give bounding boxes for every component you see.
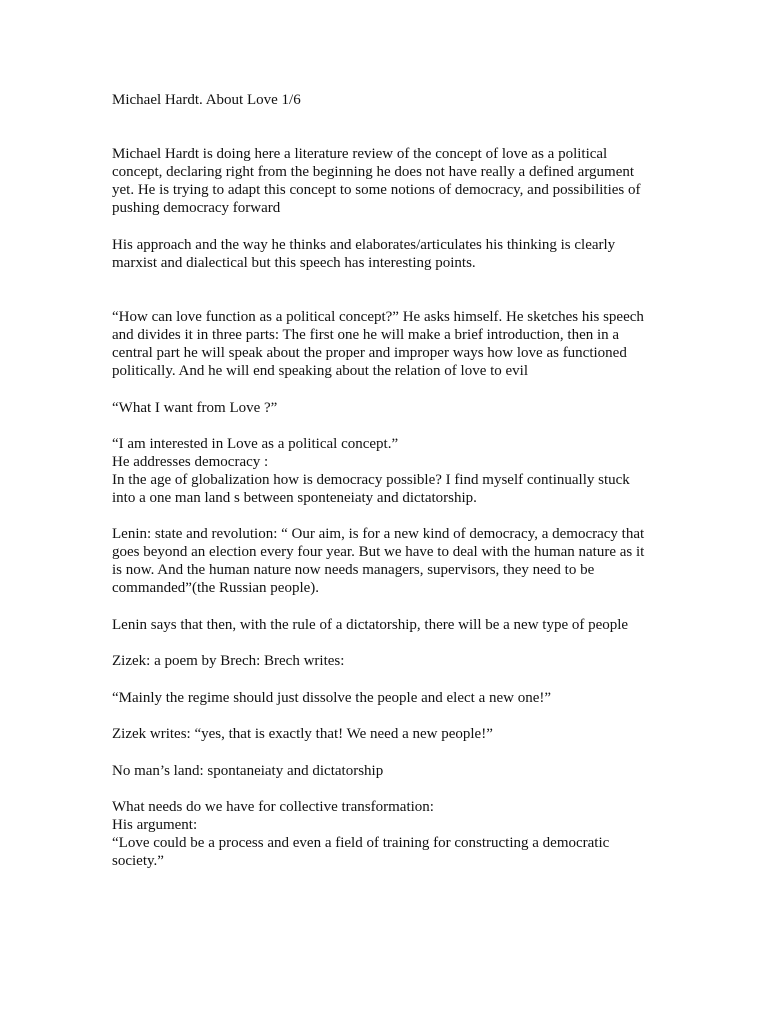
- paragraph-democracy: “I am interested in Love as a political concept.” He addresses democracy : In the age of globalization how is democracy possible? I find myself continually stuck into a one man land s between sponteneiaty and dictatorship.: [112, 436, 630, 506]
- paragraph-political-concept-question: “How can love function as a political concept?” He asks himself. He sketches his speech and divides it in three parts: The first one he will make a brief introduction, then in a central part he will speak about the proper and improper ways how love as functioned politically. And he will end speaking about the relation of love to evil: [112, 309, 644, 379]
- paragraph-collective-transformation: What needs do we have for collective transformation: His argument: “Love could be a process and even a field of training for constructing a democratic society.”: [112, 799, 610, 869]
- paragraph-lenin-quote: Lenin: state and revolution: “ Our aim, is for a new kind of democracy, a democracy that goes beyond an election every four year. But we have to deal with the human nature as it is now. And the human nature now needs managers, supervisors, they need to be commanded”(the Russian people).: [112, 526, 645, 596]
- paragraph-literature-review: Michael Hardt is doing here a literature review of the concept of love as a political concept, declaring right from the beginning he does not have really a defined argument yet. He is trying to adapt this concept to some notions of democracy, and possibilities of pushing democracy forward: [112, 146, 641, 216]
- paragraph-no-mans-land: No man’s land: spontaneiaty and dictatorship: [112, 763, 384, 779]
- document-title: Michael Hardt. About Love 1/6: [112, 92, 301, 108]
- paragraph-brech-quote: “Mainly the regime should just dissolve the people and elect a new one!”: [112, 690, 552, 706]
- paragraph-lenin-dictatorship: Lenin says that then, with the rule of a dictatorship, there will be a new type of people: [112, 617, 629, 633]
- paragraph-approach: His approach and the way he thinks and elaborates/articulates his thinking is clearly marxist and dialectical but this speech has interesting points.: [112, 237, 616, 271]
- paragraph-zizek-brech: Zizek: a poem by Brech: Brech writes:: [112, 653, 345, 669]
- paragraph-zizek-quote: Zizek writes: “yes, that is exactly that! We need a new people!”: [112, 726, 493, 742]
- paragraph-what-i-want: “What I want from Love ?”: [112, 400, 278, 416]
